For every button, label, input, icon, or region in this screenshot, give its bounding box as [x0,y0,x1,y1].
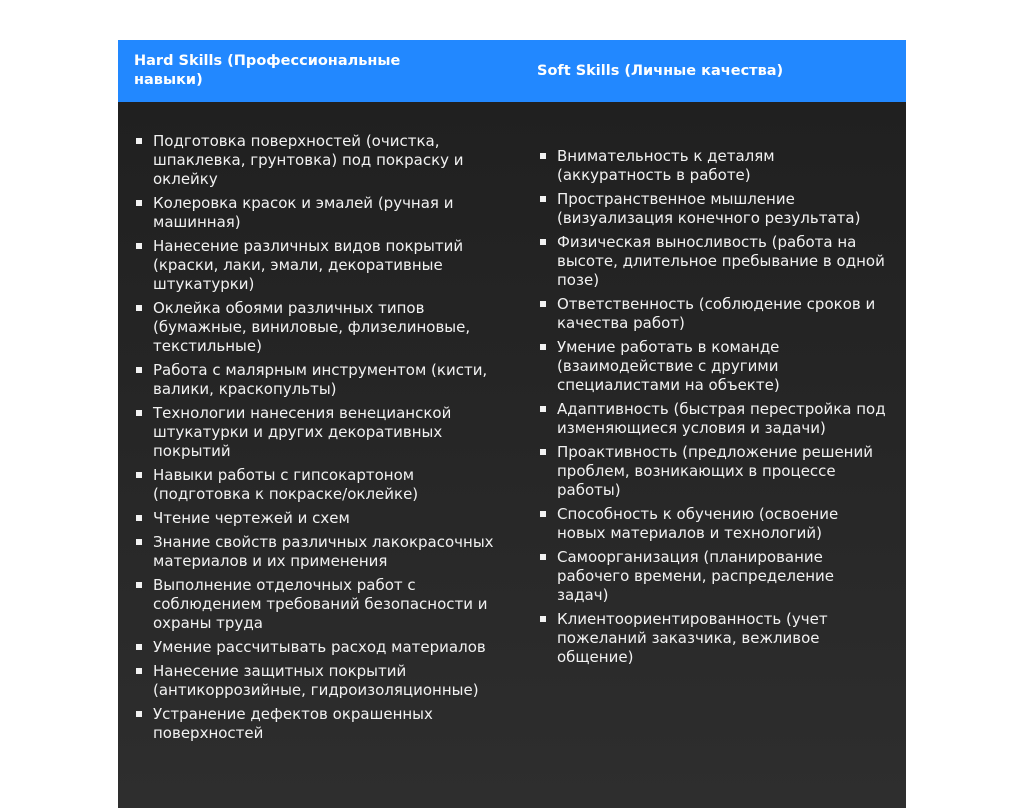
soft-skill-item-text: Пространственное мышление (визуализация конечного результата) [557,189,861,227]
soft-skill-item [540,443,906,500]
hard-skill-item-text: Выполнение отделочных работ с соблюдением требований безопасности и охраны труда [153,576,488,632]
soft-skill-item-text: Адаптивность (быстрая перестройка под изменяющиеся условия и задачи) [557,399,886,437]
hard-skills-list [136,132,522,748]
hard-skill-item [136,404,522,461]
hard-skill-item [136,361,522,399]
bullet-icon [540,301,546,307]
hard-skill-item [136,509,522,528]
soft-skill-item [540,295,906,333]
soft-skill-item [540,190,906,228]
soft-skill-item [540,505,906,543]
skills-table [118,40,906,808]
hard-skills-header: Hard Skills (Профессиональные навыки) [134,53,401,88]
soft-skill-item [540,147,906,185]
bullet-icon [540,196,546,202]
bullet-icon [136,472,142,478]
hard-skill-item-text: Умение рассчитывать расход материалов [153,638,486,656]
soft-skill-item-text: Внимательность к деталям (аккуратность в работе) [557,146,775,184]
bullet-icon [540,406,546,412]
soft-skill-item [540,400,906,438]
bullet-icon [540,554,546,560]
bullet-icon [540,344,546,350]
hard-skill-item [136,576,522,633]
bullet-icon [136,515,142,521]
soft-skill-item [540,548,906,605]
bullet-icon [136,582,142,588]
soft-skills-header: Soft Skills (Личные качества) [537,62,784,79]
bullet-icon [136,644,142,650]
hard-skill-item [136,662,522,700]
bullet-icon [136,243,142,249]
hard-skill-item [136,533,522,571]
hard-skill-item [136,466,522,504]
bullet-icon [540,239,546,245]
hard-skill-item-text: Подготовка поверхностей (очистка, шпаклевка, грунтовка) под покраску и оклейку [153,132,464,188]
hard-skill-item [136,299,522,356]
hard-skill-item [136,132,522,189]
bullet-icon [136,367,142,373]
bullet-icon [136,305,142,311]
hard-skill-item [136,638,522,657]
soft-skill-item [540,233,906,290]
hard-skill-item-text: Знание свойств различных лакокрасочных материалов и их применения [153,533,494,570]
bullet-icon [136,539,142,545]
hard-skill-item-text: Нанесение защитных покрытий (антикоррозийные, гидроизоляционные) [153,662,479,699]
hard-skill-item-text: Оклейка обоями различных типов (бумажные, виниловые, флизелиновые, текстильные) [153,299,471,355]
hard-skill-item-text: Чтение чертежей и схем [153,509,350,527]
hard-skill-item-text: Навыки работы с гипсокартоном (подготовка к покраске/оклейке) [153,466,419,503]
soft-skills-list [540,147,906,672]
bullet-icon [540,449,546,455]
hard-skill-item-text: Устранение дефектов окрашенных поверхностей [153,705,433,742]
soft-skill-item-text: Способность к обучению (освоение новых материалов и технологий) [557,504,839,542]
hard-skill-item-text: Нанесение различных видов покрытий (краски, лаки, эмали, декоративные штукатурки) [153,237,464,293]
bullet-icon [136,200,142,206]
bullet-icon [540,616,546,622]
bullet-icon [136,410,142,416]
table-header [118,40,906,102]
hard-skill-item [136,237,522,294]
hard-skill-item [136,705,522,743]
soft-skill-item-text: Самоорганизация (планирование рабочего времени, распределение задач) [557,547,835,604]
soft-skills-column [522,102,906,808]
soft-skill-item-text: Проактивность (предложение решений проблем, возникающих в процессе работы) [557,442,873,499]
soft-skill-item [540,610,906,667]
soft-skill-item-text: Умение работать в команде (взаимодействие с другими специалистами на объекте) [557,337,780,394]
hard-skill-item-text: Колеровка красок и эмалей (ручная и машинная) [153,194,454,231]
hard-skill-item-text: Работа с малярным инструментом (кисти, валики, краскопульты) [153,361,488,398]
soft-skill-item-text: Клиентоориентированность (учет пожеланий заказчика, вежливое общение) [557,609,828,666]
bullet-icon [136,138,142,144]
bullet-icon [540,153,546,159]
bullet-icon [136,711,142,717]
soft-skill-item-text: Ответственность (соблюдение сроков и качества работ) [557,294,876,332]
hard-skill-item [136,194,522,232]
bullet-icon [540,511,546,517]
bullet-icon [136,668,142,674]
table-body [118,102,906,808]
soft-skill-item-text: Физическая выносливость (работа на высоте, длительное пребывание в одной позе) [557,232,885,289]
hard-skills-column [118,102,522,808]
hard-skill-item-text: Технологии нанесения венецианской штукатурки и других декоративных покрытий [153,404,452,460]
soft-skill-item [540,338,906,395]
